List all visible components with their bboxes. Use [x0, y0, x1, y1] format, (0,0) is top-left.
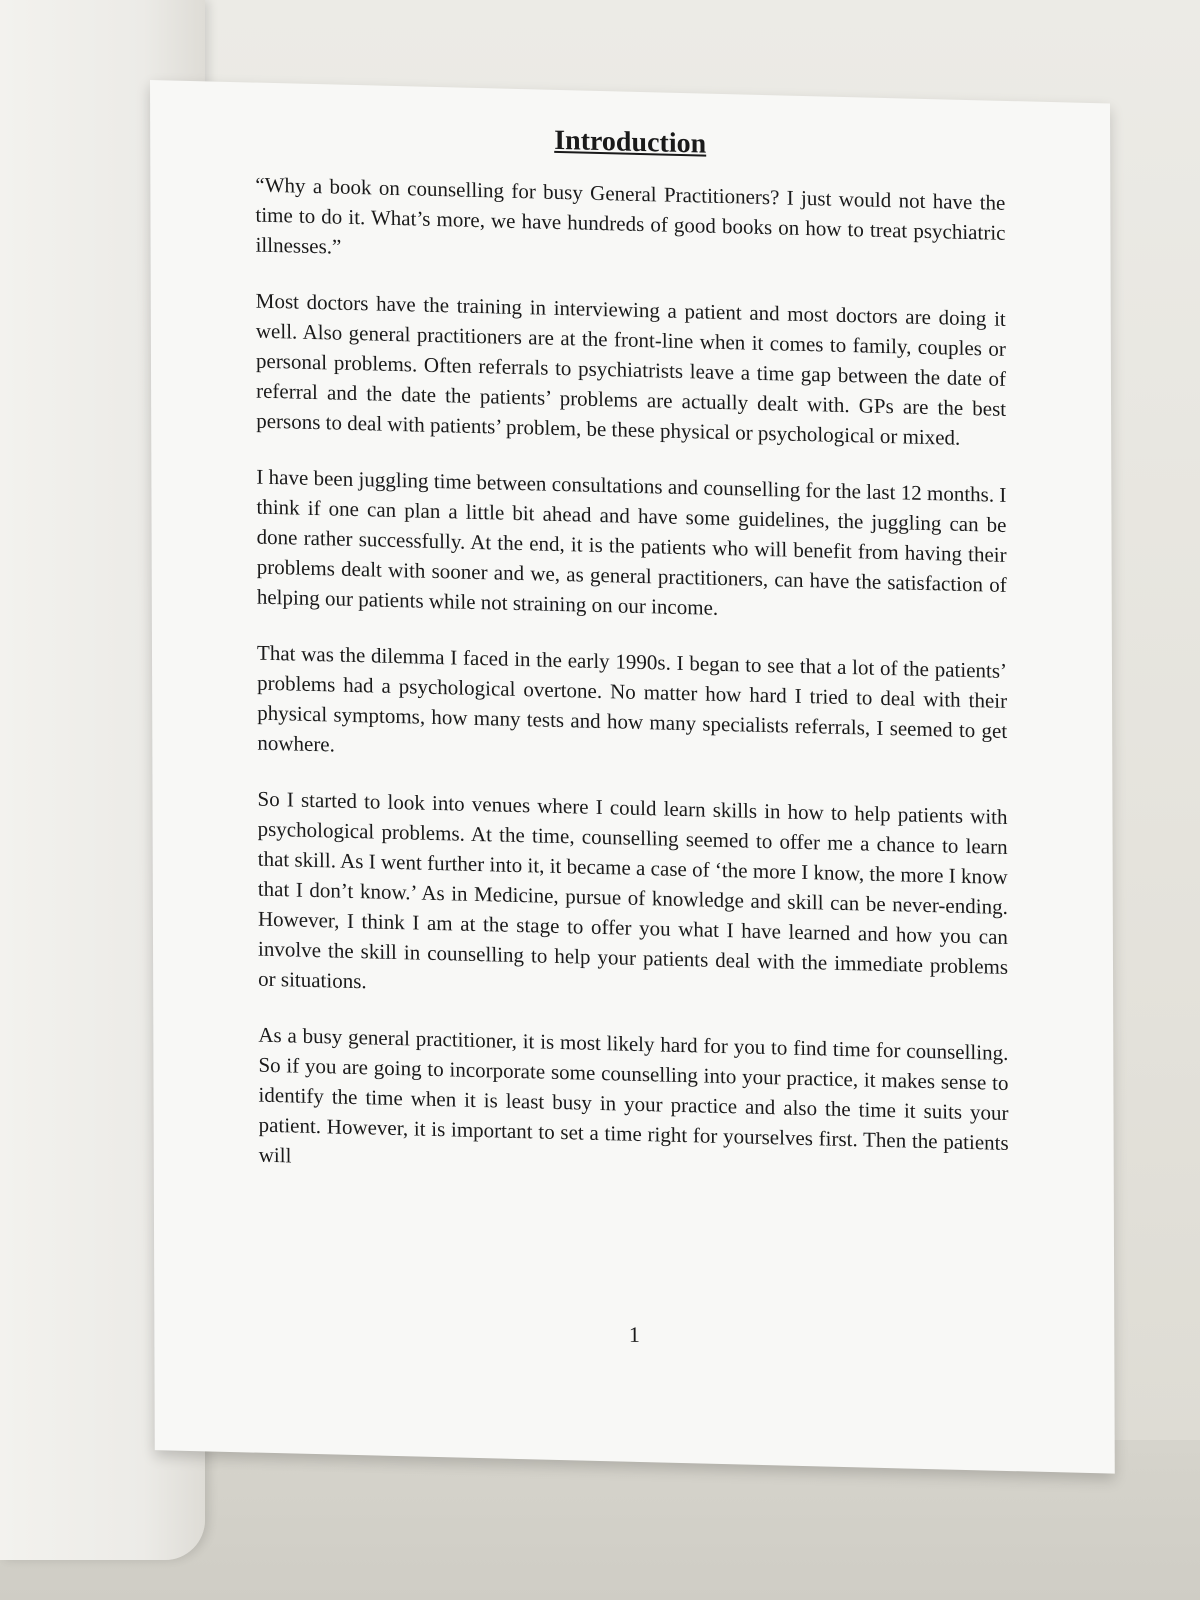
chapter-title: Introduction: [554, 124, 707, 160]
page-number: 1: [628, 1321, 640, 1347]
page-content: [255, 118, 1009, 1347]
paragraph-6: As a busy general practitioner, it is most likely hard for you to find time for counselling. So if you are going to incorporate some counselling into your practice, it makes sense to identify the time when it is least busy in your practice and also the time it suits your patient. However, it is important to set a time right for yourselves first. Then the patients will: [258, 1022, 1009, 1168]
book-page: [150, 80, 1115, 1474]
paragraph-4: That was the dilemma I faced in the early 1990s. I began to see that a lot of the patients’ problems had a psychological overtone. No matter how hard I tried to deal with their physical symptoms, how many tests and how many specialists referrals, I seemed to get nowhere.: [256, 640, 1008, 757]
paragraph-5: So I started to look into venues where I could learn skills in how to help patients with psychological problems. At the time, counselling seemed to offer me a chance to learn that skill. As I went further into it, it became a case of ‘the more I know, the more I know that I don’t know.’ As in Medicine, pursue of knowledge and skill can be never-ending. However, I think I am at the stage to offer you what I have learned and how you can involve the skill in counselling to help your patients deal with the immediate problems or situations.: [257, 786, 1009, 994]
paragraph-1: “Why a book on counselling for busy General Practitioners? I just would not have the time to do it. What’s more, we have hundreds of good books on how to treat psychiatric illnesses.”: [255, 172, 1006, 259]
paragraph-2: Most doctors have the training in interviewing a patient and most doctors are doing it well. Also general practitioners are at the front-line when it comes to family, couples or personal problems. Often referrals to psychiatrists leave a time gap between the date of referral and the date the patients’ problems are actually dealt with. GPs are the best persons to deal with patients’ problem, be these physical or psychological or mixed.: [255, 288, 1007, 450]
paragraph-3: I have been juggling time between consultations and counselling for the last 12 months. I think if one can plan a little bit ahead and have some guidelines, the juggling can be done rather successfully. At the end, it is the patients who will benefit from having their problems dealt with sooner and we, as general practitioners, can have the satisfaction of helping our patients while not straining on our income.: [256, 464, 1007, 620]
